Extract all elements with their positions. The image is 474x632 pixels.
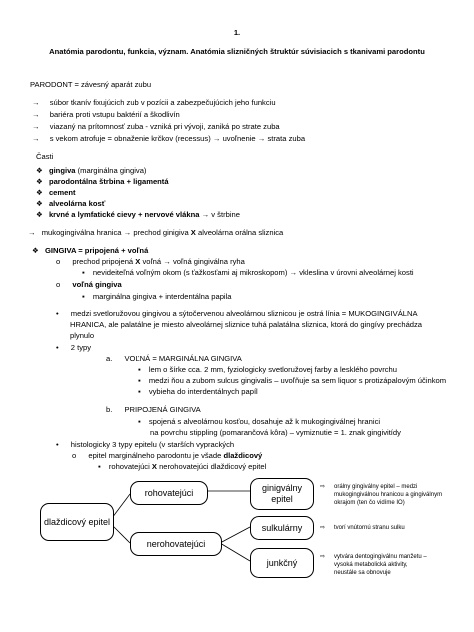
gingiva-nevid: ▪ nevideiteľná voľným okom (s ťažkosťami aj mikroskopom) → vkleslina v úrovni alveolárnej kosti [82,268,414,277]
arrow-right-icon: → [32,134,40,143]
casti-item: ❖ gingiva (marginálna gingiva) [36,166,147,175]
page-title: Anatómia parodontu, funkcia, význam. Anatómia slizničných štruktúr súvisiacich s tkanivami parodontu [49,47,425,56]
disc-bullet-icon: • [56,309,59,318]
arrow-right-icon: → [212,134,223,143]
diagram-junkcny-node: junkčný [250,548,314,578]
square-bullet-icon: ▪ [138,365,141,374]
arrow-right-icon: → [28,228,36,237]
type-a-item: ▪ medzi ňou a zubom sulcus gingivalis – uvoľňuje sa sem liquor s protizápalovým účinkom [138,376,447,385]
square-bullet-icon: ▪ [82,292,85,301]
gingiva-prechod: o prechod pripojená X voľná → voľná gingiválna ryha [56,257,245,266]
square-bullet-icon: ▪ [138,376,141,385]
square-bullet-icon: ▪ [138,387,141,396]
diagram-sulkularny-node: sulkulárny [250,516,314,540]
diamond-bullet-icon: ❖ [36,177,43,186]
arrow-right-icon: → [123,228,134,237]
note-sulkularny: ⇨ tvorí vnútornú stranu sulku [320,525,405,531]
arrow-right-icon: → [32,110,40,119]
circle-bullet-icon: o [56,280,61,289]
parodont-item: → viazaný na prítomnosť zuba - vzniká pri vývoji, zaniká po strate zuba [32,122,280,131]
page-number: 1. [233,28,241,37]
parodont-item: → súbor tkanív fixujúcich zub v pozícii a zabezpečujúcich jeho funkciu [32,98,276,107]
gingiva-histo: • histologicky 3 typy epitelu (v starších vyprackých [56,440,235,449]
circle-bullet-icon: o [56,257,61,266]
square-bullet-icon: ▪ [138,417,141,426]
gingiva-typy: • 2 typy [56,343,92,352]
type-b-heading: b. PRIPOJENÁ GINGIVA [106,405,201,414]
gingiva-rohovatejuci: ▪ rohovatejúci X nerohovatejúci dlaždicový epitel [98,462,267,471]
gingiva-medzi-cont: plynulo [70,331,95,340]
casti-item: ❖ alveolárna kosť [36,199,106,208]
diagram-rohovatejuci-node: rohovatejúci [130,481,208,505]
parodont-item-atrophy: → s vekom atrofuje = obnaženie krčkov (recessus) → uvoľnenie → strata zuba [32,134,306,143]
gingiva-medzi: • medzi svetloružovou gingivou a sýtočervenou alveolárnou sliznicou je ostrá línia = MUKOGINGIVÁLNA [56,309,418,318]
square-bullet-icon: ▪ [98,462,101,471]
arrow-right-icon: → [201,210,210,219]
type-a-item: ▪ lem o šírke cca. 2 mm, fyziologicky svetloružovej farby a lesklého povrchu [138,365,397,374]
diamond-bullet-icon: ❖ [36,166,43,175]
diagram-nerohovatejuci-node: nerohovatejúci [130,532,222,556]
disc-bullet-icon: • [56,343,59,352]
diamond-bullet-icon: ❖ [36,210,43,219]
arrow-right-icon: → [163,257,173,266]
type-a-heading: a. VOĽNÁ = MARGINÁLNA GINGIVA [106,354,242,363]
gingiva-heading: ❖ GINGIVA = pripojená + voľná [32,246,149,255]
type-b-item: ▪ spojená s alveolárnou kosťou, dosahuje až k mukogingiválnej hranici [138,417,381,426]
disc-bullet-icon: • [56,440,59,449]
note-gingivalny: ⇨ orálny gingiválny epitel – medzi mukogingiválnou hranicou a gingiválnym okrajom (ten čo vidíme IO) [320,484,443,506]
casti-item: ❖ cement [36,188,76,197]
diagram-root-node: dlaždicový epitel [40,503,114,541]
circle-bullet-icon: o [72,451,77,460]
square-bullet-icon: ▪ [82,268,85,277]
hranica-line: → mukogingiválna hranica → prechod ginigiva X alveolárna orálna sliznica [28,228,284,237]
casti-heading: Časti [36,152,54,161]
arrow-right-icon: → [32,98,40,107]
gingiva-volna-heading: o voľná gingiva [56,280,122,289]
gingiva-epitel: o epitel marginálneho parodontu je všade dlaždicový [72,451,263,460]
arrow-right-icon: ⇨ [320,554,326,560]
casti-item: ❖ krvné a lymfatické cievy + nervové vlákna → v štrbine [36,210,240,219]
diamond-bullet-icon: ❖ [36,199,43,208]
parodont-heading: PARODONT = závesný aparát zubu [30,80,152,89]
diagram-gingivalny-node: ginigválny epitel [250,478,314,510]
note-junkcny: ⇨ vytvára dentogingiválnu manžetu – vysoká metabolická aktivity, neustále sa obnovuje [320,554,427,576]
casti-item: ❖ parodontálna štrbina + ligamentá [36,177,169,186]
parodont-item: → bariéra proti vstupu baktérií a škodlivín [32,110,180,119]
diamond-bullet-icon: ❖ [36,188,43,197]
gingiva-volna-item: ▪ marginálna gingiva + interdentálna papila [82,292,232,301]
arrow-right-icon: → [289,268,300,277]
diamond-bullet-icon: ❖ [32,246,39,255]
type-a-item: ▪ vybieha do interdentálnych papíl [138,387,258,396]
arrow-right-icon: ⇨ [320,484,326,490]
gingiva-medzi-cont: HRANICA, ale palatálne je miesto alveolárnej sliznice tuhá palatálna sliznica, ktorá do gingívy prechádza [70,320,423,329]
type-b-item-cont: na povrchu stippling (pomarančová kôra) – vymiznutie = 1. znak gingivitídy [150,428,401,437]
arrow-right-icon: ⇨ [320,525,326,531]
arrow-right-icon: → [257,134,268,143]
arrow-right-icon: → [32,122,40,131]
